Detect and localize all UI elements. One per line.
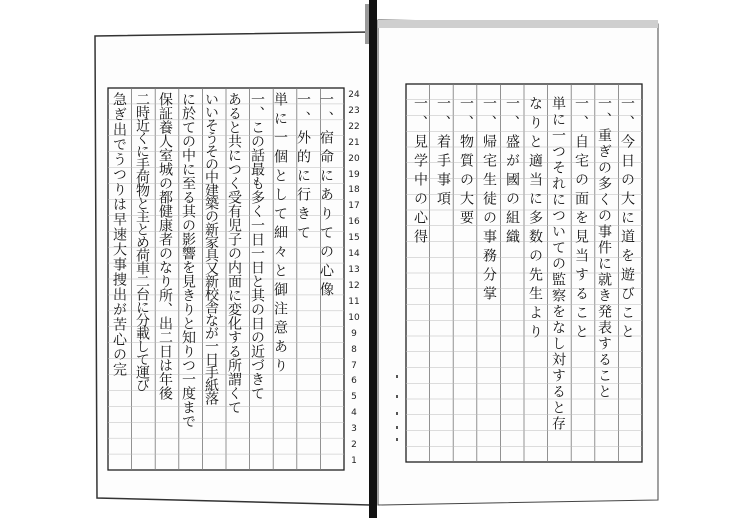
binding-spine (369, 0, 377, 518)
row-number: 24 (348, 89, 360, 100)
right-column-2: 一、重ぎの多くの事件に就き発表すること (596, 96, 612, 400)
row-number: 12 (348, 280, 360, 291)
right-column-1: 一、今日の大に道を遊びこと (619, 96, 635, 343)
binding-clip (365, 4, 369, 44)
right-column-8: 一、物質の大要 (458, 96, 474, 229)
right-page-edge (378, 20, 658, 505)
row-number: 18 (348, 185, 360, 196)
row-number: 23 (348, 105, 360, 116)
left-column-1: 一、宿命にありての心像 (318, 92, 334, 301)
row-number: 9 (351, 328, 357, 339)
left-column-10: 急ぎ出でうつりは早速大事捜出が苦心の完 (111, 92, 127, 377)
row-number: 11 (348, 296, 360, 307)
row-number: 17 (348, 201, 360, 212)
right-page-top-shade (378, 20, 658, 28)
left-column-8: 保証養人室城の都健康者のなり所、出二日は年後 (157, 92, 173, 400)
row-number: 1 (351, 456, 357, 467)
right-column-9: 一、着手事項 (435, 96, 451, 210)
left-column-5: あると共につく受有児子の内面に変化する所謂くて (226, 92, 242, 414)
left-column-2: 一、外的に行きて (295, 92, 311, 244)
row-number: 2 (351, 440, 357, 451)
row-number: 22 (348, 121, 360, 132)
row-number: 7 (351, 360, 357, 371)
right-column-5: なりと適当に多数の先生より (527, 96, 543, 343)
row-number: 19 (348, 169, 360, 180)
left-column-6: いいそうその中建築の新家具又新校舎なが一日手紙落 (203, 92, 219, 404)
right-column-6: 一、盛が國の組織 (504, 96, 520, 248)
row-number: 20 (348, 153, 360, 164)
right-column-10: 一、見学中の心得 (412, 96, 428, 248)
row-number: 15 (348, 233, 360, 244)
left-column-4: 一、この話最も多く一日一日と其の日の近づきて (249, 92, 265, 400)
row-number: 6 (351, 376, 357, 387)
left-column-9: 二時近くに手荷物と主とめ荷車二台に分載して運び (134, 92, 150, 391)
left-column-3: 単に一個として細々と御注意あり (272, 92, 288, 377)
row-number: 4 (351, 408, 357, 419)
row-number: 16 (348, 217, 360, 228)
row-number: 3 (351, 424, 357, 435)
row-number: 8 (351, 344, 357, 355)
right-column-4: 単に一つそれについての監察をなし対すると存 (550, 96, 566, 432)
row-number: 13 (348, 265, 360, 276)
row-number: 21 (348, 137, 360, 148)
row-number: 10 (348, 312, 360, 323)
right-column-3: 一、自宅の面を見当すること (573, 96, 589, 343)
right-column-7: 一、帰宅生徒の事務分掌 (481, 96, 497, 305)
left-column-7: に於ての中に至る其の影響を見きりと知りつ一度まで (180, 92, 196, 428)
row-number: 5 (351, 392, 357, 403)
row-number: 14 (348, 249, 360, 260)
